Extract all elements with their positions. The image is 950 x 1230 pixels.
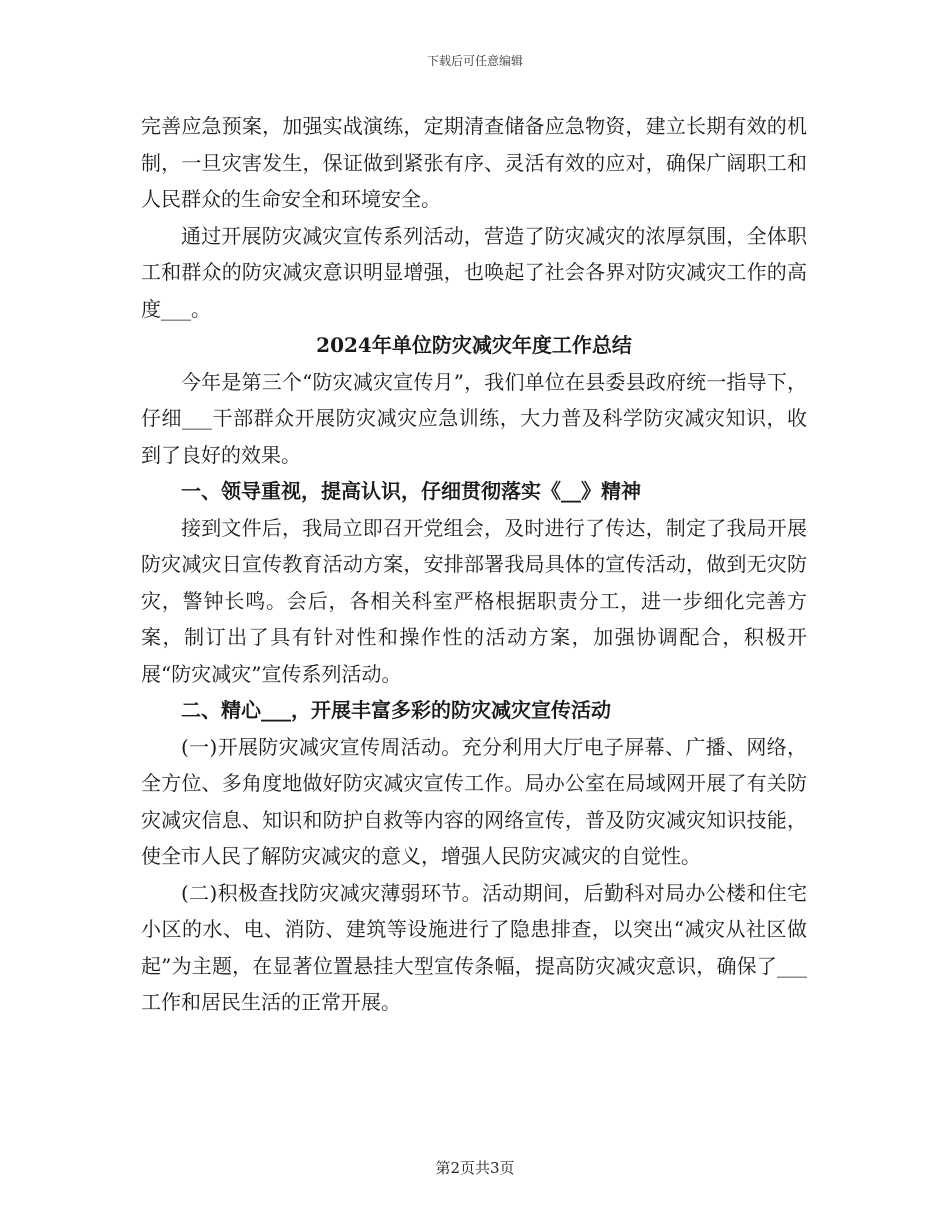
page-footer: 第2页共3页 bbox=[435, 1159, 515, 1177]
paragraph: (一)开展防灾减灾宣传周活动。充分利用大厅电子屏幕、广播、网络，全方位、多角度地做好防灾减灾宣传工作。局办公室在局域网开展了有关防灾减灾信息、知识和防护自救等内容的网络宣传，普及防灾减灾知识技能，使全市人民了解防灾减灾的意义，增强人民防灾减灾的自觉性。 bbox=[141, 734, 807, 868]
section-heading: 一、领导重视，提高认识，仔细贯彻落实《__》精神 bbox=[181, 479, 641, 503]
document-title: 2024年单位防灾减灾年度工作总结 bbox=[316, 333, 632, 357]
page-header-note: 下载后可任意编辑 bbox=[426, 54, 523, 68]
section-heading: 二、精心___，开展丰富多彩的防灾减灾宣传活动 bbox=[181, 698, 611, 722]
paragraph: (二)积极查找防灾减灾薄弱环节。活动期间，后勤科对局办公楼和住宅小区的水、电、消防、建筑等设施进行了隐患排查，以突出“减灾从社区做起”为主题，在显著位置悬挂大型宣传条幅，提高防灾减灾意识，确保了___工作和居民生活的正常开展。 bbox=[141, 880, 807, 1014]
paragraph: 通过开展防灾减灾宣传系列活动，营造了防灾减灾的浓厚氛围，全体职工和群众的防灾减灾意识明显增强，也唤起了社会各界对防灾减灾工作的高度___。 bbox=[141, 223, 807, 321]
paragraph: 接到文件后，我局立即召开党组会，及时进行了传达，制定了我局开展防灾减灾日宣传教育活动方案，安排部署我局具体的宣传活动，做到无灾防灾，警钟长鸣。会后，各相关科室严格根据职责分工，进一步细化完善方案，制订出了具有针对性和操作性的活动方案，加强协调配合，积极开展“防灾减灾”宣传系列活动。 bbox=[141, 515, 807, 686]
paragraph-continuation: 完善应急预案，加强实战演练，定期清查储备应急物资，建立长期有效的机制，一旦灾害发生，保证做到紧张有序、灵活有效的应对，确保广阔职工和人民群众的生命安全和环境安全。 bbox=[141, 114, 807, 211]
document-body bbox=[141, 108, 807, 1021]
paragraph: 今年是第三个“防灾减灾宣传月”，我们单位在县委县政府统一指导下，仔细___干部群众开展防灾减灾应急训练，大力普及科学防灾减灾知识，收到了良好的效果。 bbox=[141, 369, 807, 467]
